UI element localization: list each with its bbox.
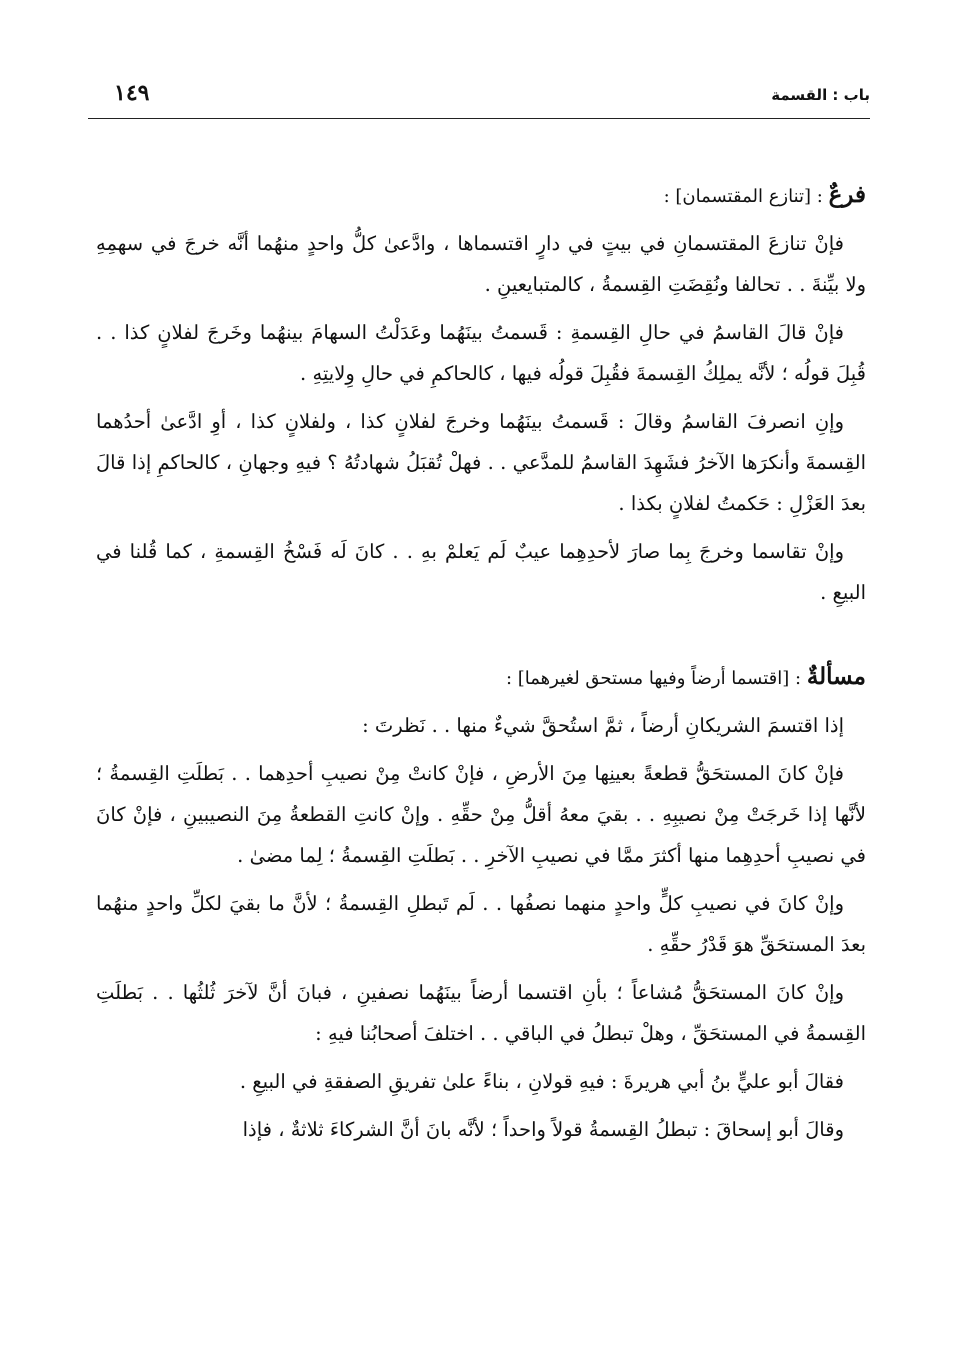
paragraph: وقالَ أبو إسحاقَ : تبطلُ القِسمةُ قولاً واحداً ؛ لأنَّه بانَ أنَّ الشركاءَ ثلاثةٌ ، فإذا [242,1118,844,1141]
heading-label: : [اقتسما أرضاً وفيها مستحق لغيرهما] : [505,668,807,689]
paragraph: فإنْ تنازعَ المقتسمانِ في بيتٍ في دارٍ اقتسماها ، وادَّعىٰ كلُّ واحدٍ منهُما أنَّه خرجَ في سهمِهِ ولا بيِّنةَ . . تحالفا ونُقِضَتِ القِسمةُ ، كالمتبايعينِ . [96,232,866,296]
paragraph: وإنْ كانَ المستحَقُّ مُشاعاً ؛ بأنِ اقتسما أرضاً بينَهُما نصفينِ ، فبانَ أنَّ لآخرَ ثُلثُها . . بَطلَتِ القِسمةُ في المستحَقِّ ، وهلْ تبطلُ في الباقي . . اختلفَ أصحابُنا فيهِ : [96,981,866,1045]
section-heading-far [96,174,866,217]
paragraph: وإنْ تقاسما وخرجَ بِما صارَ لأحدِهِما عيبٌ لَم يَعلمْ بهِ . . كانَ لَه فَسْخُ القِسمةِ ، كما قُلنا في البيعِ . [96,540,866,604]
heading-term: فرعٌ [828,181,866,208]
paragraph: وإنِ انصرفَ القاسمُ وقالَ : قَسمتُ بينَهُما وخرجَ لفلانٍ كذا ، ولفلانٍ كذا ، أوِ ادَّعىٰ أحدُهما القِسمةَ وأنكرَها الآخرُ فشَهِدَ القاسمُ للمدَّعي . . فهلْ تُقبَلُ شهادتُهُ ؟ فيهِ وجهانِ ، كالحاكمِ إذا قالَ بعدَ العَزْلِ : حَكمتُ لفلانٍ بكذا . [96,410,866,515]
paragraph: فإنْ قالَ القاسمُ في حالِ القِسمةِ : قَسمتُ بينَهُما وعَدَلْتُ السهامَ بينهُما وخَرجَ لفلانٍ كذا . . قُبِلَ قولُه ؛ لأنَّه يملِكُ القِسمةَ فقُبِلَ قولُه فيها ، كالحاكمِ في حالِ وِلايتِهِ . [96,321,866,385]
section-gap [96,620,866,656]
running-title: باب : القسمة [771,86,870,104]
section-heading-masala [96,656,866,699]
heading-label: : [تنازع المقتسمان] : [663,186,829,207]
page-body [96,174,866,1157]
paragraph: فقالَ أبو عليٍّ بنُ أبي هريرةَ : فيهِ قولانِ ، بناءً علىٰ تفريقِ الصفقةِ في البيعِ . [239,1070,844,1093]
paragraph: إذا اقتسمَ الشريكانِ أرضاً ، ثمَّ استُحقَّ شيءٌ منها . . نَظرتَ : [362,714,844,737]
paragraph: فإنْ كانَ المستحَقُّ قطعةً بعينِها مِنَ الأرضِ ، فإنْ كانتْ مِنْ نصيبِ أحدِهما . . بَطلَتِ القِسمةُ ؛ لأنَّها إذا خَرجَتْ مِنْ نصيبِهِ . . بقيَ معهُ أقلُّ مِنْ حقِّهِ . وإنْ كانتِ القطعةُ مِنَ النصيبينِ ، فإنْ كانَ في نصيبِ أحدِهِما منها أكثرَ ممَّا في نصيبِ الآخرِ . . بَطلَتِ القِسمةُ ؛ لِما مضىٰ . [96,762,866,867]
page-number: ١٤٩ [114,80,150,106]
page-header [88,82,870,119]
heading-term: مسألةٌ [806,663,866,690]
paragraph: وإنْ كانَ في نصيبِ كلٍّ واحدٍ منهما نصفُها . . لَم تَبطلِ القِسمةُ ؛ لأنَّ ما بقيَ لكلِّ واحدٍ منهُما بعدَ المستحَقِّ هوَ قَدْرُ حقِّهِ . [96,892,866,956]
